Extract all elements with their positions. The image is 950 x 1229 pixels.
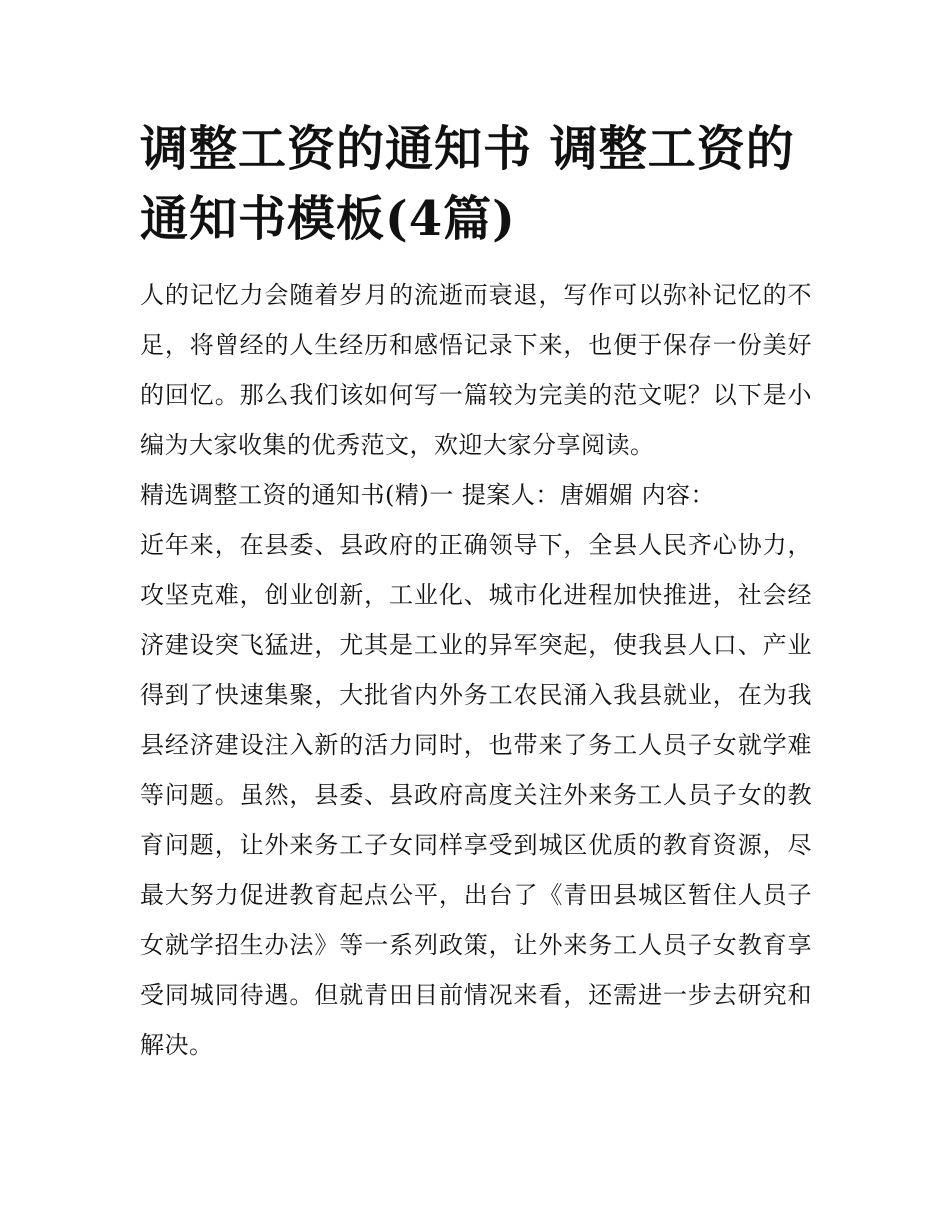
document-content [140,114,812,1070]
section-heading: 精选调整工资的通知书(精)一 提案人：唐媚媚 内容： [140,481,715,509]
body-paragraph: 近年来，在县委、县政府的正确领导下，全县人民齐心协力，攻坚克难，创业创新，工业化、城市化进程加快推进，社会经济建设突飞猛进，尤其是工业的异军突起，使我县人口、产业得到了快速集聚，大批省内外务工农民涌入我县就业，在为我县经济建设注入新的活力同时，也带来了务工人员子女就学难等问题。虽然，县委、县政府高度关注外来务工人员子女的教育问题，让外来务工子女同样享受到城区优质的教育资源，尽最大努力促进教育起点公平，出台了《青田县城区暂住人员子女就学招生办法》等一系列政策，让外来务工人员子女教育享受同城同待遇。但就青田目前情况来看，还需进一步去研究和解决。 [140,531,812,1059]
intro-paragraph: 人的记忆力会随着岁月的流逝而衰退，写作可以弥补记忆的不足，将曾经的人生经历和感悟记录下来，也便于保存一份美好的回忆。那么我们该如何写一篇较为完美的范文呢？以下是小编为大家收集的优秀范文，欢迎大家分享阅读。 [140,281,812,459]
document-title: 调整工资的通知书 调整工资的通知书模板(4篇) [140,121,795,247]
